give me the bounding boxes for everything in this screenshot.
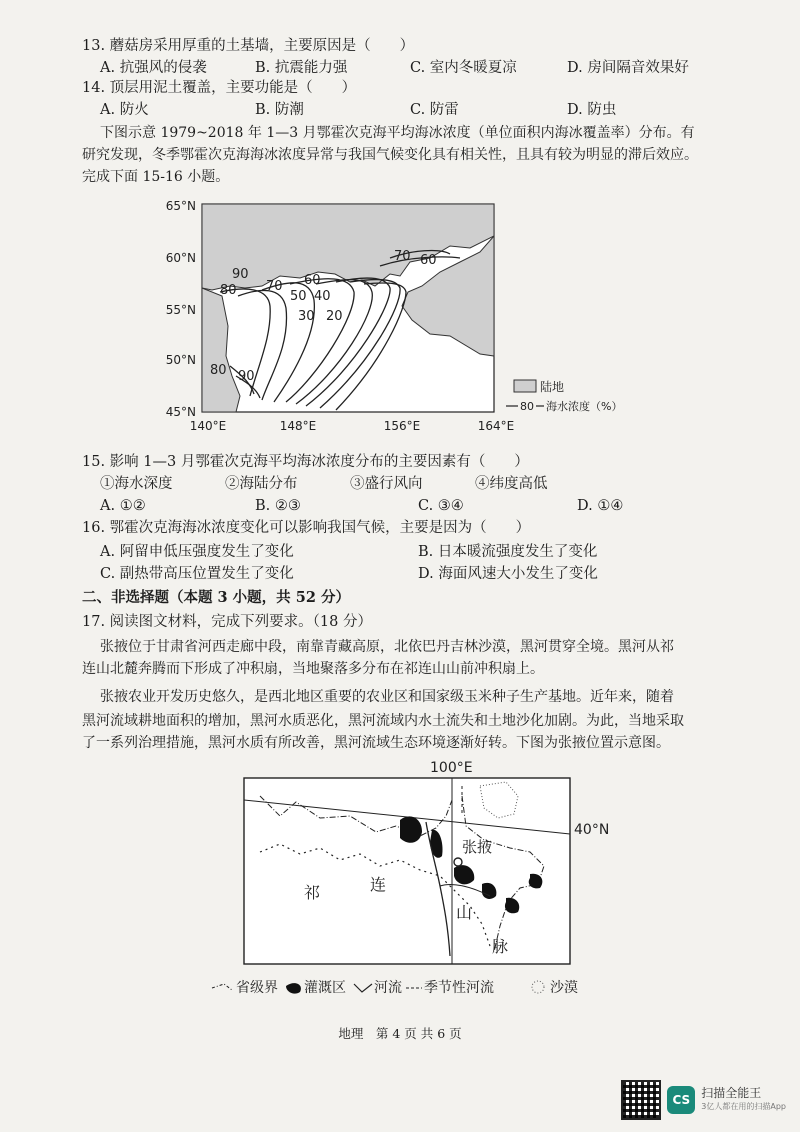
lon-label: 156°E bbox=[383, 419, 421, 433]
q15-factor-1: ①海水深度 bbox=[100, 476, 173, 492]
contour-label: 50 bbox=[290, 289, 307, 304]
q15-option-d: D. ①④ bbox=[577, 498, 624, 514]
sea-ice-map bbox=[150, 196, 630, 440]
q15-option-a: A. ①② bbox=[100, 498, 146, 514]
q16-option-c: C. 副热带高压位置发生了变化 bbox=[100, 566, 294, 582]
q16-option-b: B. 日本暖流强度发生了变化 bbox=[418, 544, 598, 560]
q14-option-b: B. 防潮 bbox=[255, 102, 304, 118]
range-char: 连 bbox=[370, 875, 387, 894]
legend-land-label: 陆地 bbox=[540, 380, 565, 394]
legend-contour-text: 海水浓度（%） bbox=[546, 400, 623, 413]
range-char: 祁 bbox=[304, 883, 321, 902]
q17-para2-line3: 了一系列治理措施，黑河水质有所改善，黑河流域生态环境逐渐好转。下图为张掖位置示意图。 bbox=[82, 735, 670, 751]
range-char: 脉 bbox=[492, 937, 509, 956]
contour-label: 80 bbox=[210, 363, 227, 378]
q16-option-d: D. 海面风速大小发生了变化 bbox=[418, 566, 598, 582]
q17-para1-line1: 张掖位于甘肃省河西走廊中段，南靠青藏高原，北依巴丹吉林沙漠，黑河贯穿全境。黑河从祁 bbox=[100, 639, 674, 655]
sea-ice-map-svg bbox=[150, 196, 630, 440]
q13-option-a: A. 抗强风的侵袭 bbox=[100, 60, 207, 76]
contour-label: 20 bbox=[326, 309, 343, 324]
q17-para1-line2: 连山北麓奔腾而下形成了冲积扇，当地聚落多分布在祁连山山前冲积扇上。 bbox=[82, 661, 544, 677]
zhangye-map bbox=[200, 756, 630, 1000]
q17-para2-line1: 张掖农业开发历史悠久，是西北地区重要的农业区和国家级玉米种子生产基地。近年来，随着 bbox=[100, 689, 674, 705]
contour-label: 80 bbox=[220, 283, 237, 298]
q15-factor-3: ③盛行风向 bbox=[350, 476, 423, 492]
zhangye-map-svg bbox=[200, 756, 630, 1000]
zhangye-city-label: 张掖 bbox=[462, 838, 493, 856]
watermark-text bbox=[701, 1086, 786, 1114]
zhangye-frame bbox=[244, 778, 570, 964]
q14-option-d: D. 防虫 bbox=[567, 102, 617, 118]
contour-label: 60 bbox=[304, 273, 321, 288]
contour-label: 40 bbox=[314, 289, 331, 304]
watermark-subtitle: 3亿人都在用的扫描App bbox=[701, 1102, 786, 1111]
q16-option-a: A. 阿留申低压强度发生了变化 bbox=[100, 544, 294, 560]
contour-label: 70 bbox=[394, 249, 411, 264]
q13-stem: 13. 蘑菇房采用厚重的土基墙，主要原因是（ ） bbox=[82, 38, 415, 54]
q17-para2-line2: 黑河流域耕地面积的增加，黑河水质恶化，黑河流域内水土流失和土地沙化加剧。为此，当地采取 bbox=[82, 713, 684, 729]
q13-option-c: C. 室内冬暖夏凉 bbox=[410, 60, 517, 76]
q15-stem: 15. 影响 1—3 月鄂霍次克海平均海冰浓度分布的主要因素有（ ） bbox=[82, 454, 529, 470]
intro-line-3: 完成下面 15-16 小题。 bbox=[82, 169, 230, 185]
q17-stem: 17. 阅读图文材料，完成下列要求。（18 分） bbox=[82, 614, 372, 630]
q16-stem: 16. 鄂霍次克海海冰浓度变化可以影响我国气候，主要是因为（ ） bbox=[82, 520, 531, 536]
watermark-title: 扫描全能王 bbox=[701, 1086, 762, 1100]
contour-label: 30 bbox=[298, 309, 315, 324]
contour-label: 70 bbox=[266, 279, 283, 294]
range-char: 山 bbox=[456, 903, 473, 922]
q14-option-c: C. 防雷 bbox=[410, 102, 459, 118]
lat-label: 45°N bbox=[165, 405, 196, 419]
lat-label: 60°N bbox=[165, 251, 196, 265]
q15-factor-2: ②海陆分布 bbox=[225, 476, 298, 492]
q15-factor-4: ④纬度高低 bbox=[475, 476, 548, 492]
lat-40n-label: 40°N bbox=[574, 822, 610, 838]
legend-river: 河流 bbox=[374, 980, 402, 996]
lat-label: 65°N bbox=[165, 199, 196, 213]
q14-stem: 14. 顶层用泥土覆盖，主要功能是（ ） bbox=[82, 80, 357, 96]
q15-option-b: B. ②③ bbox=[255, 498, 301, 514]
q14-option-a: A. 防火 bbox=[100, 102, 149, 118]
lat-label: 50°N bbox=[165, 353, 196, 367]
legend-seasonal-river: 季节性河流 bbox=[424, 980, 494, 996]
contour-label: 90 bbox=[238, 369, 255, 384]
intro-line-1: 下图示意 1979~2018 年 1—3 月鄂霍次克海平均海冰浓度（单位面积内海冰覆盖率）分布。有 bbox=[100, 125, 695, 141]
lon-100e-label: 100°E bbox=[430, 760, 473, 776]
legend-desert: 沙漠 bbox=[550, 980, 578, 996]
legend-land-swatch bbox=[514, 380, 536, 392]
q13-option-d: D. 房间隔音效果好 bbox=[567, 60, 689, 76]
legend-irrigation: 灌溉区 bbox=[304, 980, 346, 996]
lon-label: 164°E bbox=[477, 419, 515, 433]
scanner-watermark bbox=[621, 1080, 786, 1120]
qr-code-icon bbox=[621, 1080, 661, 1120]
legend-province: 省级界 bbox=[236, 980, 278, 996]
page-footer: 地理 第 4 页 共 6 页 bbox=[338, 1026, 462, 1041]
contour-label: 60 bbox=[420, 253, 437, 268]
zhangye-city-marker bbox=[454, 858, 462, 866]
camscanner-logo-icon: CS bbox=[667, 1086, 695, 1114]
section-heading: 二、非选择题（本题 3 小题，共 52 分） bbox=[82, 589, 350, 606]
contour-label: 90 bbox=[232, 267, 249, 282]
lon-label: 140°E bbox=[189, 419, 227, 433]
q15-option-c: C. ③④ bbox=[418, 498, 464, 514]
q13-option-b: B. 抗震能力强 bbox=[255, 60, 348, 76]
lon-label: 148°E bbox=[279, 419, 317, 433]
legend-contour-value: 80 bbox=[520, 400, 534, 413]
lat-label: 55°N bbox=[165, 303, 196, 317]
intro-line-2: 研究发现，冬季鄂霍次克海海冰浓度异常与我国气候变化具有相关性，且具有较为明显的滞后效应。 bbox=[82, 147, 698, 163]
